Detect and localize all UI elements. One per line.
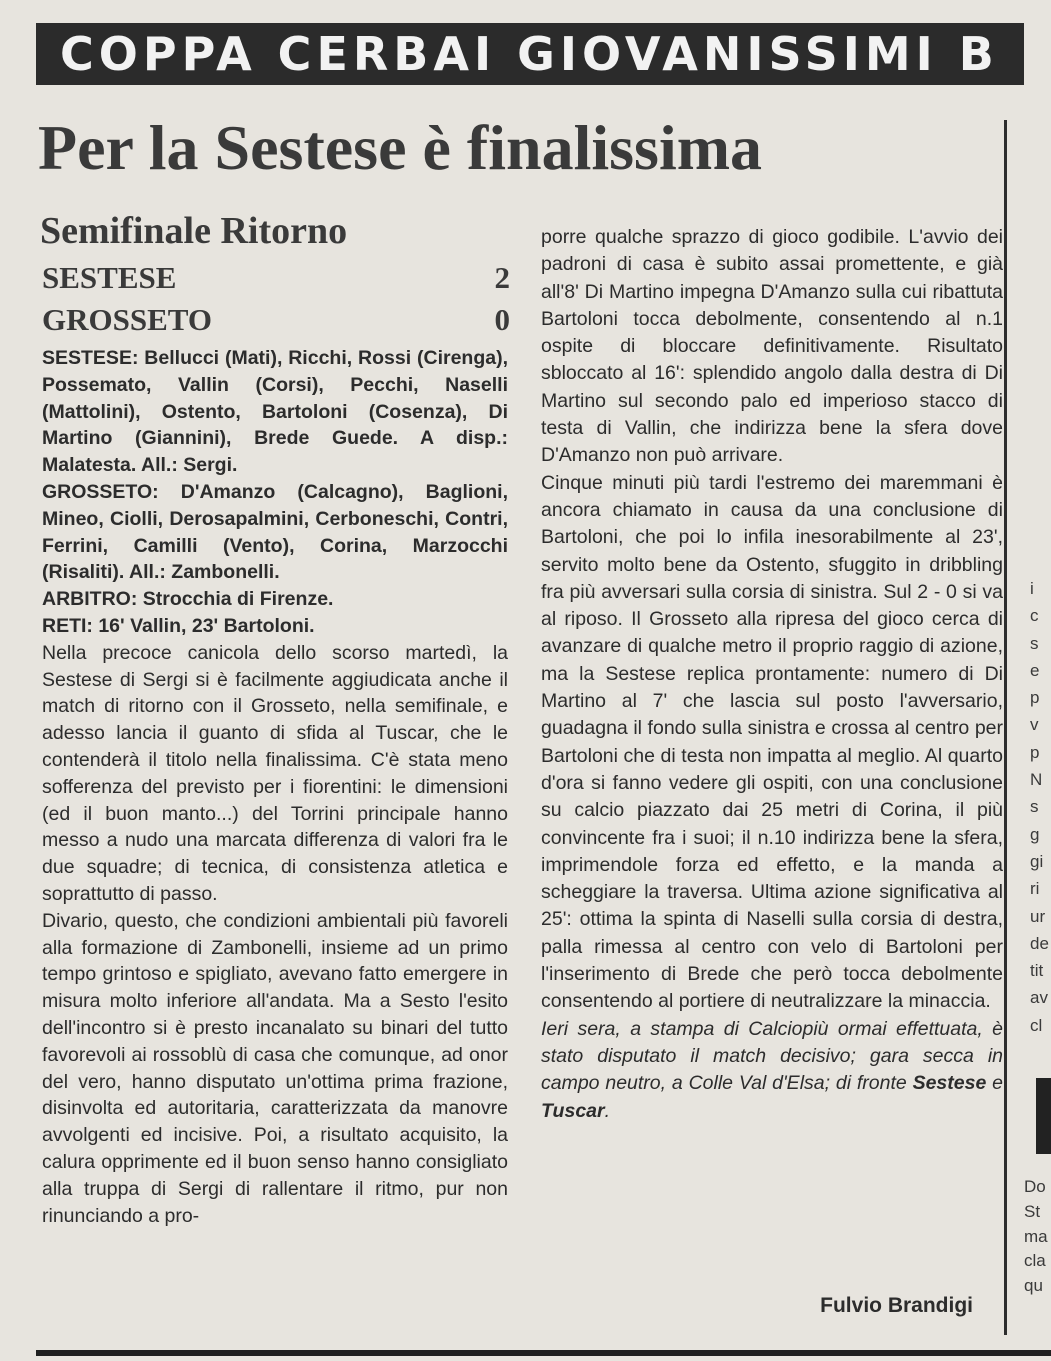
fragment: p [1030,688,1040,708]
closing-end: . [604,1099,611,1122]
away-team: GROSSETO [42,302,213,337]
fragment: i [1030,579,1034,598]
fragment: g [1030,824,1040,844]
fragment: ri [1030,879,1040,899]
fragment: de [1030,933,1049,953]
fragment: cla [1024,1251,1046,1271]
lineup-away: GROSSETO: D'Amanzo (Calcagno), Baglioni, Mineo, Ciolli, Derosapalmini, Cerboneschi, Contri, Ferrini, Camilli (Vento), Corina, Marzocchi (Risaliti). All.: Zambonelli. [42,480,508,584]
lineup-home: SESTESE: Bellucci (Mati), Ricchi, Rossi (Cirenga), Possemato, Vallin (Corsi), Pecchi, Naselli (Mattolini), Ostento, Bartoloni (Cosenza), Di Martino (Giannini), Brede Guede. A disp.: Malatesta. All.: Sergi. [42,347,508,477]
fragment: Do [1024,1177,1046,1196]
fragment: ma [1024,1226,1048,1246]
article-paragraph: Divario, questo, che condizioni ambientali più favoreli alla formazione di Zambonelli, insieme ad un primo tempo grintoso e spigliato, avevano fatto emergere in misura molto inferiore all'andata. Ma a Sesto l'esito dell'incontro si è presto incanalato su binari del tutto favorevoli ai rossoblù di casa che comunque, ad onor del vero, hanno disputato un'ottima prima frazione, disinvolta ed autoritaria, caratterizzata da manovre avvolgenti ed incisive. Poi, a risultato acquisito, la calura opprimente ed il buon senso hanno consigliato alla truppa di Sergi di rallentare il ritmo, pur non rinunciando a pro- [42,909,508,1227]
headline: Per la Sestese è finalissima [38,112,763,183]
fragment: p [1030,742,1040,762]
fragment: cl [1030,1015,1043,1035]
goals: RETI: 16' Vallin, 23' Bartoloni. [42,614,315,637]
article-paragraph: Cinque minuti più tardi l'estremo dei maremmani è ancora chiamato in causa da una conclusione di Bartoloni, che poi lo infila inesorabilmente al 23', servito molto bene da Ostento, sfuggito in dribbling fra più avversari sulla corsia di sinistra. Sul 2 - 0 si va al riposo. Il Grosseto alla ripresa del gioco cerca di avanzare di qualche metro il proprio raggio di azione, ma la Sestese replica prontamente: numero di Di Martino al 7' che lascia sul posto l'avversario, guadagna il fondo sulla sinistra e crossa al centro per Bartoloni che di testa non impatta al meglio. Al quarto d'ora si fanno vedere gli ospiti, con una conclusione su calcio piazzato dai 25 metri di Corina, il più convincente fra i suoi; il n.10 indirizza bene la sfera, imprimendole forza ed effetto, e la manda a scheggiare la traversa. Ultima azione significativa al 25': ottima la spinta di Naselli sulla corsia di destra, palla rimessa al centro con velo di Bartoloni per l'inserimento di Brede che però tocca debolmente consentendo al portiere di neutralizzare la minaccia. [541,471,1003,1013]
bottom-rule [36,1350,1051,1356]
closing-team-2: Tuscar [541,1099,605,1122]
home-goals: 2 [494,260,510,295]
fragment: St [1024,1201,1041,1221]
fragment: v [1030,715,1039,735]
home-team: SESTESE [42,260,177,295]
fragment: av [1030,988,1048,1008]
fragment: ur [1030,906,1046,926]
fragment: tit [1030,961,1044,981]
score-row-away [42,299,510,341]
column-divider [1004,120,1007,1335]
closing-and: e [992,1072,1003,1095]
fragment: qu [1024,1276,1043,1296]
fragment: e [1030,660,1040,680]
fragment: s [1030,633,1039,653]
article-left-column [42,345,508,1229]
away-goals: 0 [494,302,510,337]
referee: ARBITRO: Strocchia di Firenze. [42,588,334,611]
closing-note [541,1016,1003,1125]
closing-text: Ieri sera, a stampa di Calciopiù ormai effettuata, è stato disputato il match decisivo; gara secca in campo neutro, a Colle Val d'Elsa; di fronte [541,1017,1003,1095]
score-row-home [42,257,510,299]
adjacent-column-heading-block [1036,1078,1051,1154]
author-byline: Fulvio Brandigi [820,1294,973,1317]
fragment: gi [1030,851,1044,871]
adjacent-column-fragments-lower [1024,1175,1051,1299]
fragment: c [1030,606,1039,626]
article-paragraph: porre qualche sprazzo di gioco godibile. L'avvio dei padroni di casa è subito assai promettente, e già all'8' Di Martino impegna D'Amanzo sulla cui ribattuta Bartoloni tocca debolmente, consentendo al n.1 ospite di bloccare definitivamente. Risultato sbloccato al 16': splendido angolo dalla destra di Di Martino sul secondo palo ed imperioso stacco di testa di Vallin, che indirizza bene la sfera dove D'Amanzo non può arrivare. [541,226,1003,467]
article-paragraph: Nella precoce canicola dello scorso martedì, la Sestese di Sergi si è facilmente aggiudicata anche il match di ritorno con il Grosseto, nella semifinale, e adesso lancia il guanto di sfida al Tuscar, che le contenderà il titolo nella finalissima. C'è stata meno sofferenza del previsto per i fiorentini: le dimensioni (ed il buon manto...) del Torrini principale hanno messo a nudo una marcata differenza di valori fra le due squadre; di tecnica, di consistenza atletica e soprattutto di passo. [42,641,508,905]
article-right-column [541,224,1003,1125]
lineups-box [42,345,508,640]
fragment: N [1030,770,1043,790]
fragment: s [1030,797,1039,817]
match-subhead: Semifinale Ritorno [40,210,348,252]
adjacent-column-fragments [1030,575,1051,1039]
section-header: COPPA CERBAI GIOVANISSIMI B [36,23,1024,85]
closing-team-1: Sestese [912,1072,987,1095]
